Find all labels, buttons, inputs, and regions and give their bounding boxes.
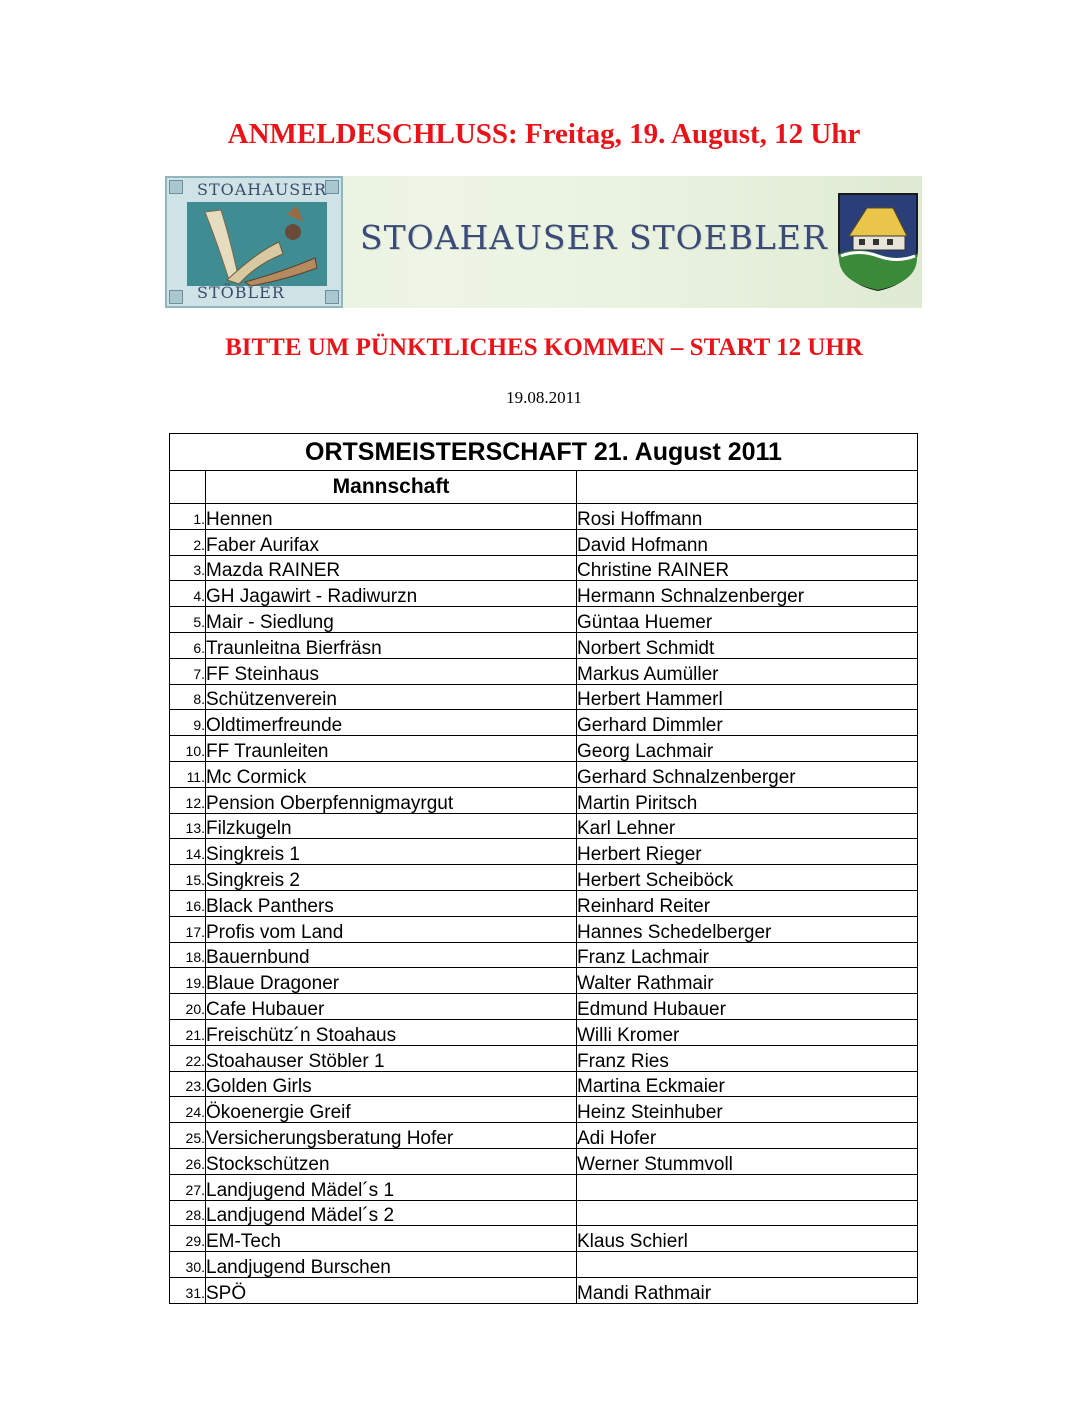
team-name: Freischütz´n Stoahaus bbox=[206, 1019, 577, 1045]
contact-person: Christine RAINER bbox=[577, 555, 918, 581]
row-number: 28. bbox=[170, 1200, 206, 1226]
row-number: 12. bbox=[170, 787, 206, 813]
team-table bbox=[169, 433, 918, 1304]
table-row bbox=[170, 581, 918, 607]
table-row bbox=[170, 658, 918, 684]
row-number: 18. bbox=[170, 942, 206, 968]
header-number bbox=[170, 471, 206, 504]
row-number: 6. bbox=[170, 632, 206, 658]
table-body bbox=[170, 504, 918, 1304]
row-number: 11. bbox=[170, 761, 206, 787]
team-name: Landjugend Mädel´s 1 bbox=[206, 1174, 577, 1200]
row-number: 15. bbox=[170, 865, 206, 891]
table-row bbox=[170, 761, 918, 787]
row-number: 20. bbox=[170, 994, 206, 1020]
table-row bbox=[170, 684, 918, 710]
contact-person: Karl Lehner bbox=[577, 813, 918, 839]
row-number: 26. bbox=[170, 1148, 206, 1174]
team-name: Pension Oberpfennigmayrgut bbox=[206, 787, 577, 813]
team-name: Stockschützen bbox=[206, 1148, 577, 1174]
row-number: 23. bbox=[170, 1071, 206, 1097]
team-name: Faber Aurifax bbox=[206, 529, 577, 555]
contact-person: Herbert Scheiböck bbox=[577, 865, 918, 891]
team-name: Landjugend Burschen bbox=[206, 1252, 577, 1278]
logo-text-bottom: STÖBLER bbox=[197, 283, 285, 302]
row-number: 14. bbox=[170, 839, 206, 865]
row-number: 4. bbox=[170, 581, 206, 607]
team-name: Oldtimerfreunde bbox=[206, 710, 577, 736]
table-row bbox=[170, 1123, 918, 1149]
document-date: 19.08.2011 bbox=[506, 388, 582, 407]
contact-person: Rosi Hoffmann bbox=[577, 504, 918, 530]
contact-person: Hermann Schnalzenberger bbox=[577, 581, 918, 607]
table-row bbox=[170, 1097, 918, 1123]
contact-person: Gerhard Schnalzenberger bbox=[577, 761, 918, 787]
table-row bbox=[170, 1252, 918, 1278]
contact-person: Willi Kromer bbox=[577, 1019, 918, 1045]
row-number: 16. bbox=[170, 890, 206, 916]
table-row bbox=[170, 555, 918, 581]
table-row bbox=[170, 916, 918, 942]
coat-of-arms-icon bbox=[837, 192, 919, 292]
team-name: Stoahauser Stöbler 1 bbox=[206, 1045, 577, 1071]
row-number: 1. bbox=[170, 504, 206, 530]
row-number: 10. bbox=[170, 736, 206, 762]
contact-person: Franz Ries bbox=[577, 1045, 918, 1071]
row-number: 5. bbox=[170, 607, 206, 633]
row-number: 21. bbox=[170, 1019, 206, 1045]
contact-person: Werner Stummvoll bbox=[577, 1148, 918, 1174]
header-person bbox=[577, 471, 918, 504]
row-number: 17. bbox=[170, 916, 206, 942]
table-row bbox=[170, 504, 918, 530]
team-name: Bauernbund bbox=[206, 942, 577, 968]
deadline-headline: ANMELDESCHLUSS: Freitag, 19. August, 12 Uhr bbox=[227, 118, 861, 150]
table-row bbox=[170, 529, 918, 555]
team-name: Mair - Siedlung bbox=[206, 607, 577, 633]
contact-person: Herbert Rieger bbox=[577, 839, 918, 865]
row-number: 25. bbox=[170, 1123, 206, 1149]
team-name: Hennen bbox=[206, 504, 577, 530]
team-name: Blaue Dragoner bbox=[206, 968, 577, 994]
row-number: 8. bbox=[170, 684, 206, 710]
row-number: 29. bbox=[170, 1226, 206, 1252]
team-name: Mc Cormick bbox=[206, 761, 577, 787]
table-row bbox=[170, 1019, 918, 1045]
team-name: Cafe Hubauer bbox=[206, 994, 577, 1020]
row-number: 31. bbox=[170, 1277, 206, 1303]
team-name: Mazda RAINER bbox=[206, 555, 577, 581]
row-number: 3. bbox=[170, 555, 206, 581]
table-row bbox=[170, 1174, 918, 1200]
table-row bbox=[170, 632, 918, 658]
contact-person: Edmund Hubauer bbox=[577, 994, 918, 1020]
contact-person: Franz Lachmair bbox=[577, 942, 918, 968]
table-row bbox=[170, 865, 918, 891]
team-name: Singkreis 1 bbox=[206, 839, 577, 865]
team-name: Black Panthers bbox=[206, 890, 577, 916]
table-row bbox=[170, 787, 918, 813]
contact-person bbox=[577, 1174, 918, 1200]
team-name: Landjugend Mädel´s 2 bbox=[206, 1200, 577, 1226]
contact-person: Güntaa Huemer bbox=[577, 607, 918, 633]
table-row bbox=[170, 1226, 918, 1252]
contact-person bbox=[577, 1200, 918, 1226]
contact-person: Gerhard Dimmler bbox=[577, 710, 918, 736]
table-row bbox=[170, 839, 918, 865]
team-name: Ökoenergie Greif bbox=[206, 1097, 577, 1123]
contact-person: Georg Lachmair bbox=[577, 736, 918, 762]
table-row bbox=[170, 1148, 918, 1174]
table-row bbox=[170, 1200, 918, 1226]
table-row bbox=[170, 1045, 918, 1071]
team-name: Filzkugeln bbox=[206, 813, 577, 839]
table-row bbox=[170, 968, 918, 994]
contact-person: Hannes Schedelberger bbox=[577, 916, 918, 942]
table-row bbox=[170, 1071, 918, 1097]
punctuality-notice: BITTE UM PÜNKTLICHES KOMMEN – START 12 UHR bbox=[225, 334, 863, 361]
team-name: Traunleitna Bierfräsn bbox=[206, 632, 577, 658]
row-number: 9. bbox=[170, 710, 206, 736]
contact-person: Walter Rathmair bbox=[577, 968, 918, 994]
table-row bbox=[170, 890, 918, 916]
team-name: FF Traunleiten bbox=[206, 736, 577, 762]
logo-text-top: STOAHAUSER bbox=[197, 180, 327, 199]
contact-person: Markus Aumüller bbox=[577, 658, 918, 684]
header-team: Mannschaft bbox=[206, 471, 577, 504]
row-number: 2. bbox=[170, 529, 206, 555]
contact-person: Klaus Schierl bbox=[577, 1226, 918, 1252]
row-number: 30. bbox=[170, 1252, 206, 1278]
team-name: EM-Tech bbox=[206, 1226, 577, 1252]
row-number: 7. bbox=[170, 658, 206, 684]
table-row bbox=[170, 736, 918, 762]
row-number: 13. bbox=[170, 813, 206, 839]
contact-person: Norbert Schmidt bbox=[577, 632, 918, 658]
table-row bbox=[170, 813, 918, 839]
table-row bbox=[170, 710, 918, 736]
table-row bbox=[170, 994, 918, 1020]
contact-person: Martin Piritsch bbox=[577, 787, 918, 813]
team-name: Golden Girls bbox=[206, 1071, 577, 1097]
horns-icon bbox=[187, 202, 327, 286]
row-number: 24. bbox=[170, 1097, 206, 1123]
contact-person: Heinz Steinhuber bbox=[577, 1097, 918, 1123]
table-row bbox=[170, 1277, 918, 1303]
contact-person: Herbert Hammerl bbox=[577, 684, 918, 710]
team-name: Singkreis 2 bbox=[206, 865, 577, 891]
team-name: Profis vom Land bbox=[206, 916, 577, 942]
banner-title: STOAHAUSER STOEBLER bbox=[360, 218, 828, 257]
contact-person: Mandi Rathmair bbox=[577, 1277, 918, 1303]
team-name: Schützenverein bbox=[206, 684, 577, 710]
contact-person bbox=[577, 1252, 918, 1278]
contact-person: David Hofmann bbox=[577, 529, 918, 555]
row-number: 19. bbox=[170, 968, 206, 994]
club-logo bbox=[165, 176, 343, 308]
table-title: ORTSMEISTERSCHAFT 21. August 2011 bbox=[170, 434, 918, 471]
contact-person: Reinhard Reiter bbox=[577, 890, 918, 916]
contact-person: Adi Hofer bbox=[577, 1123, 918, 1149]
team-name: SPÖ bbox=[206, 1277, 577, 1303]
row-number: 22. bbox=[170, 1045, 206, 1071]
table-row bbox=[170, 607, 918, 633]
row-number: 27. bbox=[170, 1174, 206, 1200]
contact-person: Martina Eckmaier bbox=[577, 1071, 918, 1097]
table-row bbox=[170, 942, 918, 968]
club-banner bbox=[165, 176, 922, 308]
team-name: GH Jagawirt - Radiwurzn bbox=[206, 581, 577, 607]
team-name: FF Steinhaus bbox=[206, 658, 577, 684]
team-name: Versicherungsberatung Hofer bbox=[206, 1123, 577, 1149]
